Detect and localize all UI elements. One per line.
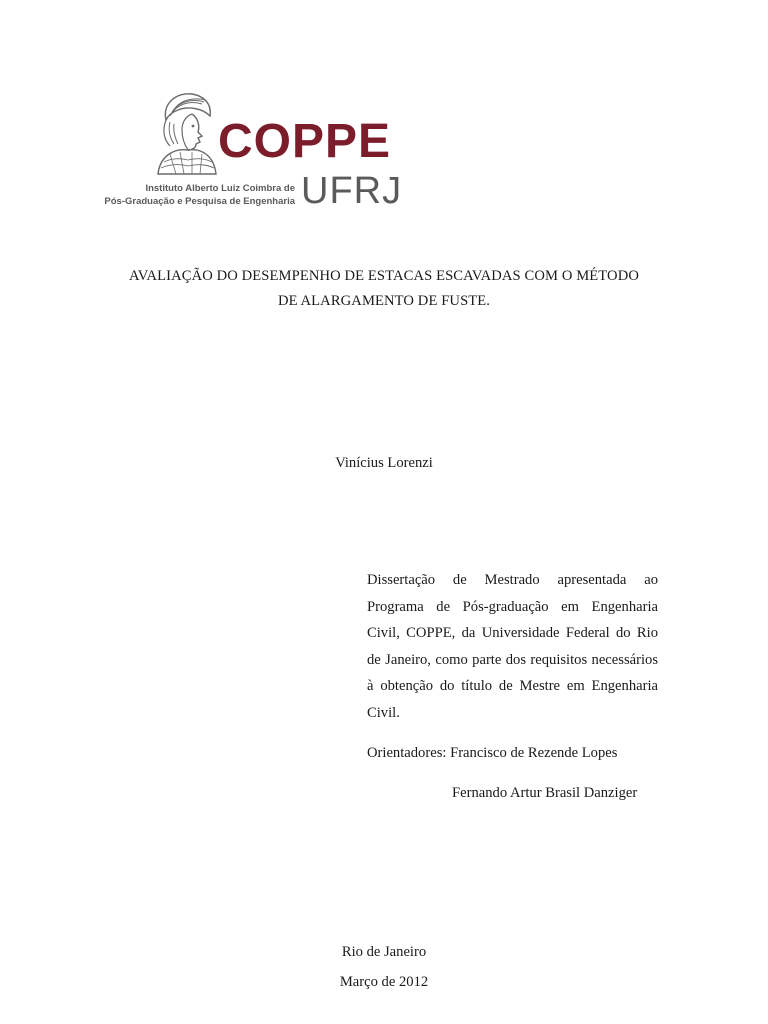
institute-line-2: Pós-Graduação e Pesquisa de Engenharia (104, 196, 295, 207)
institute-name (104, 182, 295, 208)
thesis-description: Dissertação de Mestrado apresentada ao Programa de Pós-graduação em Engenharia Civil, COPPE, da Universidade Federal do Rio de Janeiro, como parte dos requisitos necessários à obtenção do título de Mestre em Engenharia Civil. (367, 572, 658, 721)
location: Rio de Janeiro (341, 944, 427, 960)
advisor-primary: Orientadores: Francisco de Rezende Lopes (367, 745, 618, 761)
institute-line-1: Instituto Alberto Luiz Coimbra de (145, 183, 295, 194)
ufrj-wordmark: UFRJ (301, 170, 403, 212)
advisor-secondary: Fernando Artur Brasil Danziger (452, 785, 638, 801)
coppe-wordmark: COPPE (218, 115, 392, 168)
thesis-title (60, 264, 708, 314)
minerva-helmet-emblem-icon (152, 90, 224, 176)
title-line-2: DE ALARGAMENTO DE FUSTE. (277, 293, 491, 309)
author-name: Vinícius Lorenzi (335, 455, 433, 471)
title-line-1: AVALIAÇÃO DO DESEMPENHO DE ESTACAS ESCAVADAS COM O MÉTODO (129, 268, 639, 284)
coppe-ufrj-logo (104, 88, 403, 213)
publication-date: Março de 2012 (339, 974, 429, 990)
